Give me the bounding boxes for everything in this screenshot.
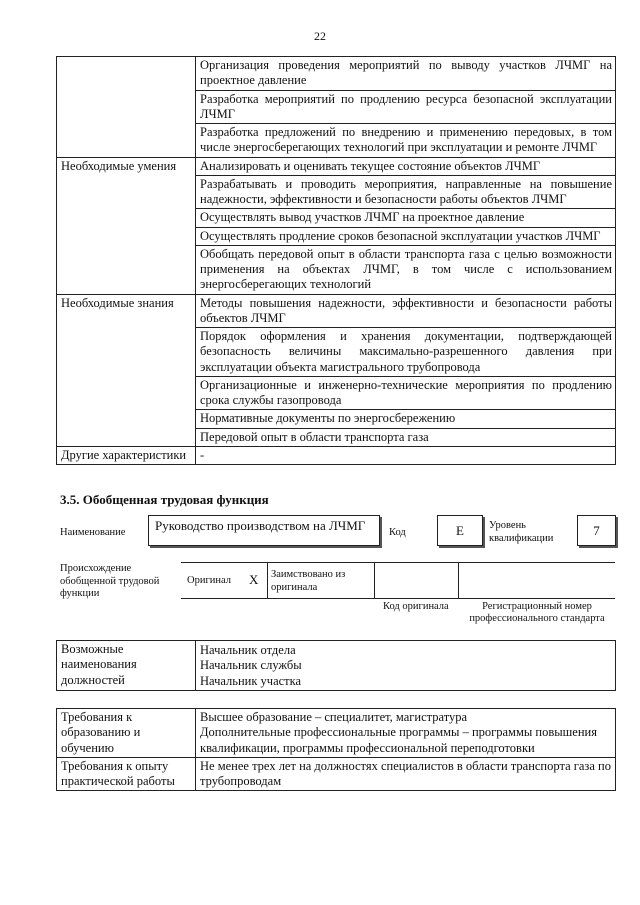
table-cell: Организационные и инженерно-технические мероприятия по продлению срока службы газопровода <box>196 376 616 410</box>
table-row <box>57 157 616 175</box>
table-cell: Разработка предложений по внедрению и применению передовых, в том числе энергосберегающих технологий при эксплуатации и ремонте ЛЧМГ <box>196 124 616 158</box>
table-cell: Обобщать передовой опыт в области транспорта газа с целью возможности применения на объектах ЛЧМГ, в том числе с использованием энергосберегающих технологий <box>196 245 616 294</box>
education-label: Требования к образованию и обучению <box>57 709 196 758</box>
page-number: 22 <box>314 29 326 43</box>
level-label-1: Уровень <box>489 520 526 531</box>
skills-knowledge-table <box>56 56 616 465</box>
table-row <box>57 294 616 328</box>
origin-row <box>181 562 615 599</box>
experience-values <box>196 757 616 791</box>
list-item: Не менее трех лет на должностях специалистов в области транспорта газа по трубопроводам <box>200 758 611 788</box>
list-item: Начальник отдела <box>200 643 296 657</box>
list-item: Начальник службы <box>200 658 302 673</box>
name-value: Руководство производством на ЛЧМГ <box>155 518 366 533</box>
name-label: Наименование <box>60 527 126 538</box>
row-label-other: Другие характеристики <box>57 446 196 464</box>
code-value-box <box>437 515 483 546</box>
positions-table <box>56 640 616 691</box>
table-cell: Осуществлять вывод участков ЛЧМГ на проектное давление <box>196 209 616 227</box>
row-label-skills: Необходимые умения <box>57 157 196 294</box>
table-cell: Организация проведения мероприятий по выводу участков ЛЧМГ на проектное давление <box>196 57 616 91</box>
code-original-cell <box>374 563 458 598</box>
name-value-box <box>148 515 380 546</box>
list-item: Высшее образование – специалитет, магистратура <box>200 710 468 724</box>
code-original-caption: Код оригинала <box>383 601 449 612</box>
table-cell: Нормативные документы по энергосбережению <box>196 410 616 428</box>
table-row <box>57 641 616 691</box>
table-cell: Методы повышения надежности, эффективности и безопасности работы объектов ЛЧМГ <box>196 294 616 328</box>
level-value: 7 <box>593 523 600 538</box>
table-cell: Анализировать и оценивать текущее состояние объектов ЛЧМГ <box>196 157 616 175</box>
origin-label: Происхождение обобщенной трудовой функции <box>60 563 160 600</box>
table-cell: Разработка мероприятий по продлению ресурса безопасной эксплуатации ЛЧМГ <box>196 90 616 124</box>
code-value: E <box>456 523 464 538</box>
row-label <box>57 57 196 158</box>
reg-number-caption-1: Регистрационный номер <box>482 601 592 612</box>
code-label: Код <box>389 527 406 538</box>
table-row <box>57 709 616 758</box>
positions-list <box>196 641 616 691</box>
original-label: Оригинал <box>187 575 231 586</box>
table-row <box>57 57 616 91</box>
section-title: 3.5. Обобщенная трудовая функция <box>60 492 269 507</box>
experience-label: Требования к опыту практической работы <box>57 757 196 791</box>
requirements-table <box>56 708 616 791</box>
table-cell: Осуществлять продление сроков безопасной эксплуатации участков ЛЧМГ <box>196 227 616 245</box>
list-item: Начальник участка <box>200 673 302 688</box>
education-values <box>196 709 616 758</box>
table-cell: Разрабатывать и проводить мероприятия, направленные на повышение надежности, эффективности и безопасности работы объектов ЛЧМГ <box>196 175 616 209</box>
positions-label: Возможные наименования должностей <box>57 641 196 691</box>
table-cell: - <box>196 446 616 464</box>
table-cell: Порядок оформления и хранения документации, подтверждающей безопасность величины максимально-разрешенного давления при эксплуатации объекта магистрального трубопровода <box>196 328 616 377</box>
list-item: Дополнительные профессиональные программы – программы повышения квалификации, программы профессиональной переподготовки <box>200 725 597 755</box>
reg-number-cell <box>458 563 615 598</box>
original-cell <box>181 563 259 598</box>
table-cell: Передовой опыт в области транспорта газа <box>196 428 616 446</box>
original-mark: X <box>249 572 259 587</box>
level-value-box <box>577 515 616 546</box>
reg-number-caption-2: профессионального стандарта <box>469 613 605 624</box>
table-row <box>57 446 616 464</box>
borrowed-cell <box>267 563 374 598</box>
table-row <box>57 757 616 791</box>
level-label-2: квалификации <box>489 533 554 544</box>
row-label-knowledge: Необходимые знания <box>57 294 196 446</box>
borrowed-label: Заимствовано из оригинала <box>271 569 346 593</box>
